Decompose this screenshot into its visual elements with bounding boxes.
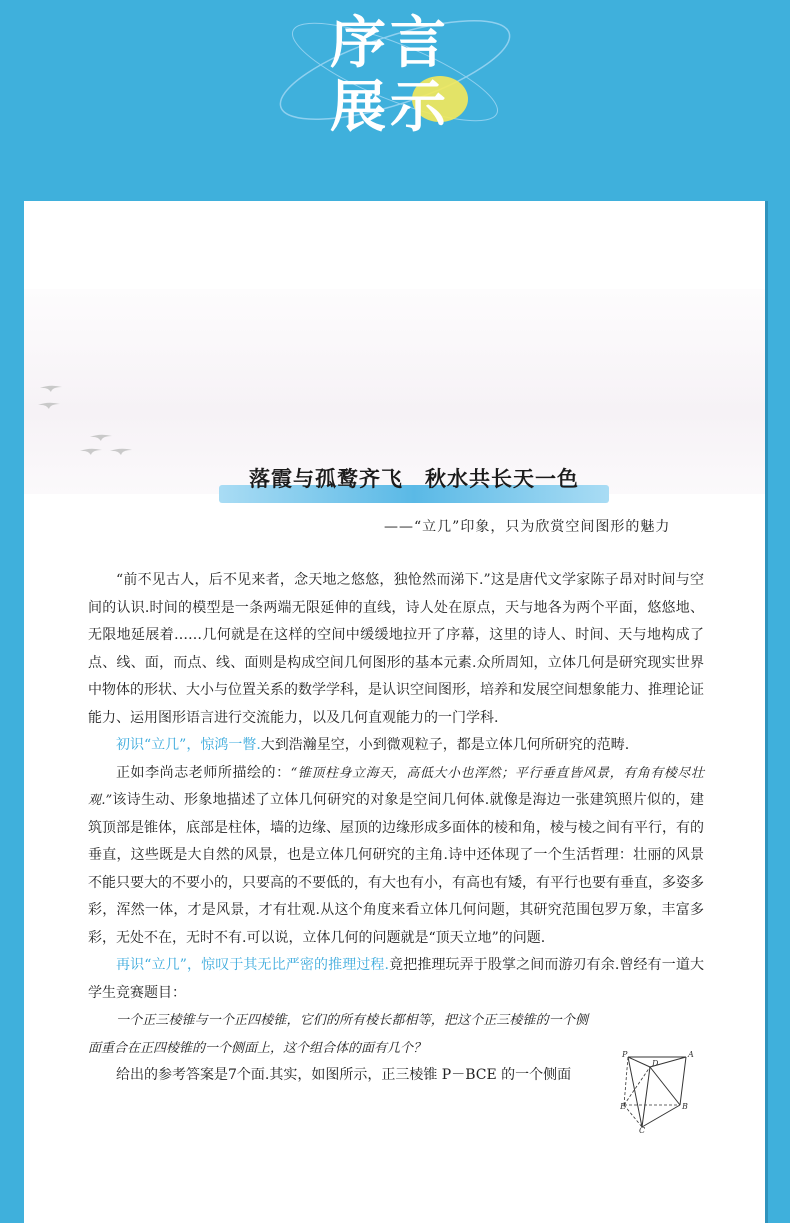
document-page <box>24 201 765 1223</box>
paragraph-3-text: 该诗生动、形象地描述了立体几何研究的对象是空间几何体.就像是海边一张建筑照片似的，建筑顶部是锥体，底部是柱体，墙的边缘、屋顶的边缘形成多面体的棱和角，棱与棱之间有平行，有的垂直，这些既是大自然的风景，也是立体几何研究的主角.诗中还体现了一个生活哲理：壮丽的风景不能只要大的不要小的，只要高的不要低的，有大也有小，有高也有矮，有平行也要有垂直，多姿多彩，浑然一体，才是风景，才有壮观.从这个角度来看立体几何问题，其研究范围包罗万象，丰富多彩，无处不在，无时不有.可以说，立体几何的问题就是“顶天立地”的问题. <box>88 792 705 946</box>
header-title-line2: 展示 <box>330 75 450 140</box>
article-heading <box>219 463 609 503</box>
figure-label-e: E <box>620 1102 626 1111</box>
paragraph-3 <box>88 760 704 953</box>
heading-text: 落霞与孤鹜齐飞 秋水共长天一色 <box>249 467 579 491</box>
header-title <box>330 12 480 140</box>
poem-quote: “锥顶柱身立海天，高低大小也浑然；平行垂直皆风景，有角有棱尽壮观.” <box>88 765 704 808</box>
birds-icon <box>34 379 174 469</box>
paragraph-4-text: 竟把推理玩弄于股掌之间而游刃有余.曾经有一道大学生竞赛题目： <box>88 957 705 1001</box>
paragraph-3-lead: 正如李尚志老师所描绘的： <box>116 764 291 781</box>
paragraph-4-highlight: 再识“立几”，惊叹于其无比严密的推理过程. <box>116 957 389 973</box>
paragraph-2 <box>88 732 704 760</box>
competition-problem <box>88 1007 588 1062</box>
figure-label-c: C <box>639 1126 646 1133</box>
problem-text: 一个正三棱锥与一个正四棱锥，它们的所有棱长都相等，把这个正三棱锥的一个侧面重合在正四棱锥的一个侧面上，这个组合体的面有几个？ <box>88 1013 588 1056</box>
figure-label-a: A <box>688 1051 694 1059</box>
paragraph-4 <box>88 952 704 1007</box>
paragraph-2-text: 大到浩瀚星空，小到微观粒子，都是立体几何所研究的范畴. <box>260 737 630 753</box>
page-edge <box>765 201 768 1223</box>
article-body <box>88 567 704 1090</box>
paragraph-6: 给出的参考答案是7个面.其实，如图所示，正三棱锥 P－BCE 的一个侧面 <box>116 1067 572 1083</box>
header-title-line1: 序言 <box>330 11 450 76</box>
figure-label-p: P <box>622 1051 628 1059</box>
header-banner <box>0 0 790 200</box>
paragraph-2-highlight: 初识“立几”，惊鸿一瞥. <box>116 737 261 753</box>
figure-label-d: D <box>652 1059 659 1068</box>
figure-label-b: B <box>682 1102 688 1111</box>
article-subtitle: ——“立几”印象，只为欣赏空间图形的魅力 <box>384 519 671 535</box>
pyramid-figure <box>620 1051 696 1133</box>
paragraph-1: “前不见古人，后不见来者，念天地之悠悠，独怆然而涕下.”这是唐代文学家陈子昂对时间与空间的认识.时间的模型是一条两端无限延伸的直线，诗人处在原点，天与地各为两个平面，悠悠地、无限地延展着……几何就是在这样的空间中缓缓地拉开了序幕，这里的诗人、时间、天与地构成了点、线、面，而点、线、面则是构成空间几何图形的基本元素.众所周知，立体几何是研究现实世界中物体的形状、大小与位置关系的数学学科，是认识空间图形，培养和发展空间想象能力、推理论证能力、运用图形语言进行交流能力，以及几何直观能力的一门学科. <box>88 572 704 726</box>
